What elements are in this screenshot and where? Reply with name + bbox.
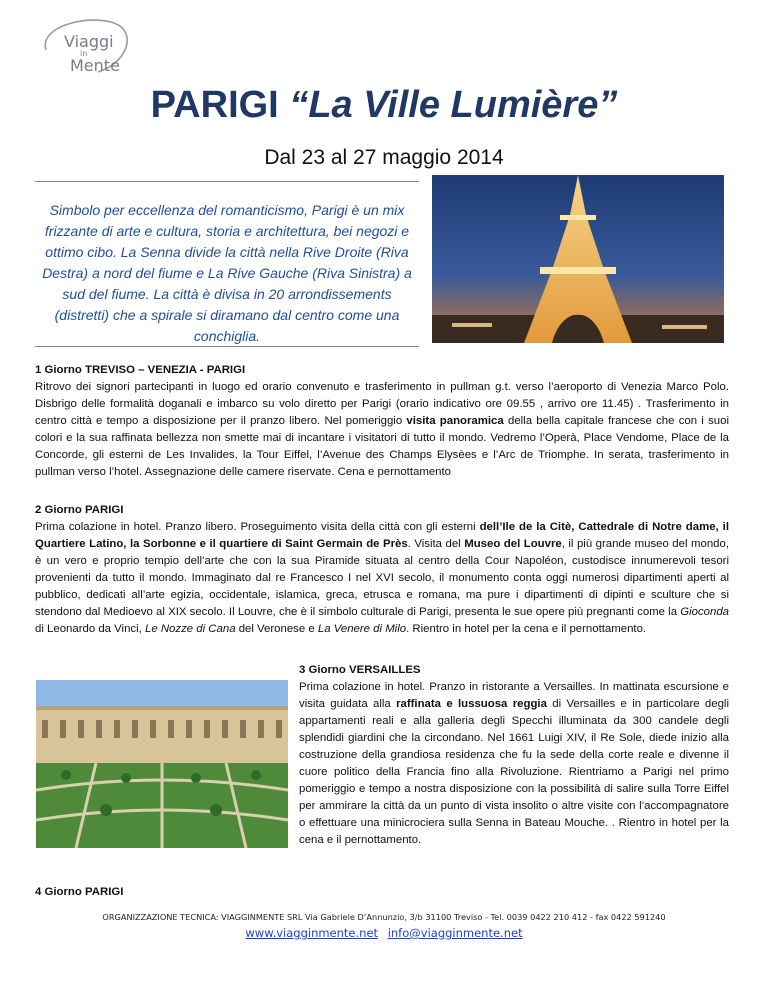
day2-text-f: . Rientro in hotel per la cena e il pernottamento. [406,623,647,635]
logo-line3: Mente [70,56,120,75]
day2-text-c: , il più grande museo del mondo, è un vero e proprio tempio dell’arte che con la sua Piramide situata al centro della Cour Napoléon, custodisce innumerevoli tesori provenienti da tutto il mondo. Immaginato dal re Francesco I nel XVI secolo, il monumento conta oggi numerosi dipartimenti aperti al pubblico, dedicati all’arte egizia, occidentale, islamica, greca, etrusca e romana, ma pure i dipartimenti di dipinti e sculture che si stendono dal Medioevo al XIX secolo. Il Louvre, che è il simbolo culturale di Parigi, presenta le sue opere più pregnanti come la [35,538,730,618]
day2-italic-a: Gioconda [680,606,729,618]
versailles-palace-photo [36,680,288,848]
logo-line1: Viaggi [64,32,114,51]
day2-text-e: del Veronese e [235,623,318,635]
day2-section [35,502,729,638]
title-italic: “La Ville Lumière” [289,84,618,126]
divider-bottom [35,346,419,347]
day2-bold-a: dell’Ile de la Citè, Cattedrale di Notre dame, il Quartiere Latino, la Sorbonne e il quartiere di Saint Germain de Près [35,521,729,550]
day2-text-b: . Visita del [407,538,465,550]
title-main: PARIGI [150,84,279,126]
day3-text-b: di Versailles e in particolare degli appartamenti reali e alla galleria degli Specchi illuminata da 300 candele degli splendidi giardini che la circondano. Nel 1661 Luigi XIV, il Re Sole, diede inizio alla costruzione della grandiosa residenza che fu la sede della corte reale e divenne il cuore politico della Francia fino alla Rivoluzione. Rientriamo a Parigi nel primo pomeriggio e tempo a nostra disposizione con la possibilità di salire sulla Torre Eiffel per ammirare la città da un punto di vista insolito o altre visite con l’accompagnatore o effettuare una minicrociera sulla Senna in Bateau Mouche. . Rientro in hotel per la cena e il pernottamento. [299,698,729,846]
eiffel-tower-photo [432,175,724,343]
website-link[interactable]: www.viagginmente.net [245,926,379,940]
day2-italic-c: La Venere di Milo [317,623,407,635]
day3-heading: 3 Giorno VERSAILLES [299,664,421,676]
day2-text-a: Prima colazione in hotel. Pranzo libero. Proseguimento visita della città con gli esterni [35,521,480,533]
logo-line2: in [80,49,88,58]
page-title [0,84,768,127]
day3-section [299,662,729,849]
divider-top [35,181,419,182]
day2-text-d: di Leonardo da Vinci, [35,623,145,635]
email-link[interactable]: info@viagginmente.net [387,926,523,940]
day2-bold-b: Museo del Louvre [464,538,562,550]
footer-organization: ORGANIZZAZIONE TECNICA: VIAGGINMENTE SRL Via Gabriele D’Annunzio, 3/b 31100 Treviso - Tel. 0039 0422 210 412 - fax 0422 591240 [102,912,666,922]
day1-bold-a: visita panoramica [406,415,504,427]
logo [28,12,138,82]
day1-section [35,362,729,481]
day1-text-a: Ritrovo dei signori partecipanti in luogo ed orario convenuto e trasferimento in pullman g.t. verso l’aeroporto di Venezia Marco Polo. Disbrigo delle formalità doganali e imbarco su volo diretto per Parigi (orario indicativo ore 09.55 , arrivo ore 11.45) . Trasferimento in centro città e tempo a disposizione per il pranzo libero. Nel pomeriggio [35,381,729,427]
intro-text: Simbolo per eccellenza del romanticismo, Parigi è un mix frizzante di arte e cultura, storia e architettura, bei negozi e ottimo cibo. La Senna divide la città nella Rive Droite (Riva Destra) a nord del fiume e La Rive Gauche (Riva Sinistra) a sud del fiume. La città è divisa in 20 arrondissements (distretti) che a spirale si diramano dal centro come una conchiglia. [42,202,412,344]
day1-text-b: della bella capitale francese che con i suoi colori e la sua raffinata bellezza non smette mai di incantare i visitatori di tutto il mondo. Vedremo l’Operà, Place Vendome, Place de la Concorde, gli esterni de Les Invalides, la Tour Eiffel, l’Avenue des Champs Elysèes e l’Arc de Triomphe. In serata, trasferimento in pullman verso l’hotel. Assegnazione delle camere riservate. Cena e pernottamento [35,415,729,478]
day1-heading: 1 Giorno TREVISO – VENEZIA - PARIGI [35,364,246,376]
page-subtitle: Dal 23 al 27 maggio 2014 [264,146,504,169]
day2-italic-b: Le Nozze di Cana [144,623,236,635]
logo-text [64,34,120,74]
day3-bold-a: raffinata e lussuosa reggia [396,698,547,710]
day4-heading: 4 Giorno PARIGI [35,886,124,898]
footer-links [0,926,768,940]
day3-text-a: Prima colazione in hotel. Pranzo in ristorante a Versailles. In mattinata escursione e visita guidata alla [299,681,729,710]
day2-heading: 2 Giorno PARIGI [35,504,124,516]
